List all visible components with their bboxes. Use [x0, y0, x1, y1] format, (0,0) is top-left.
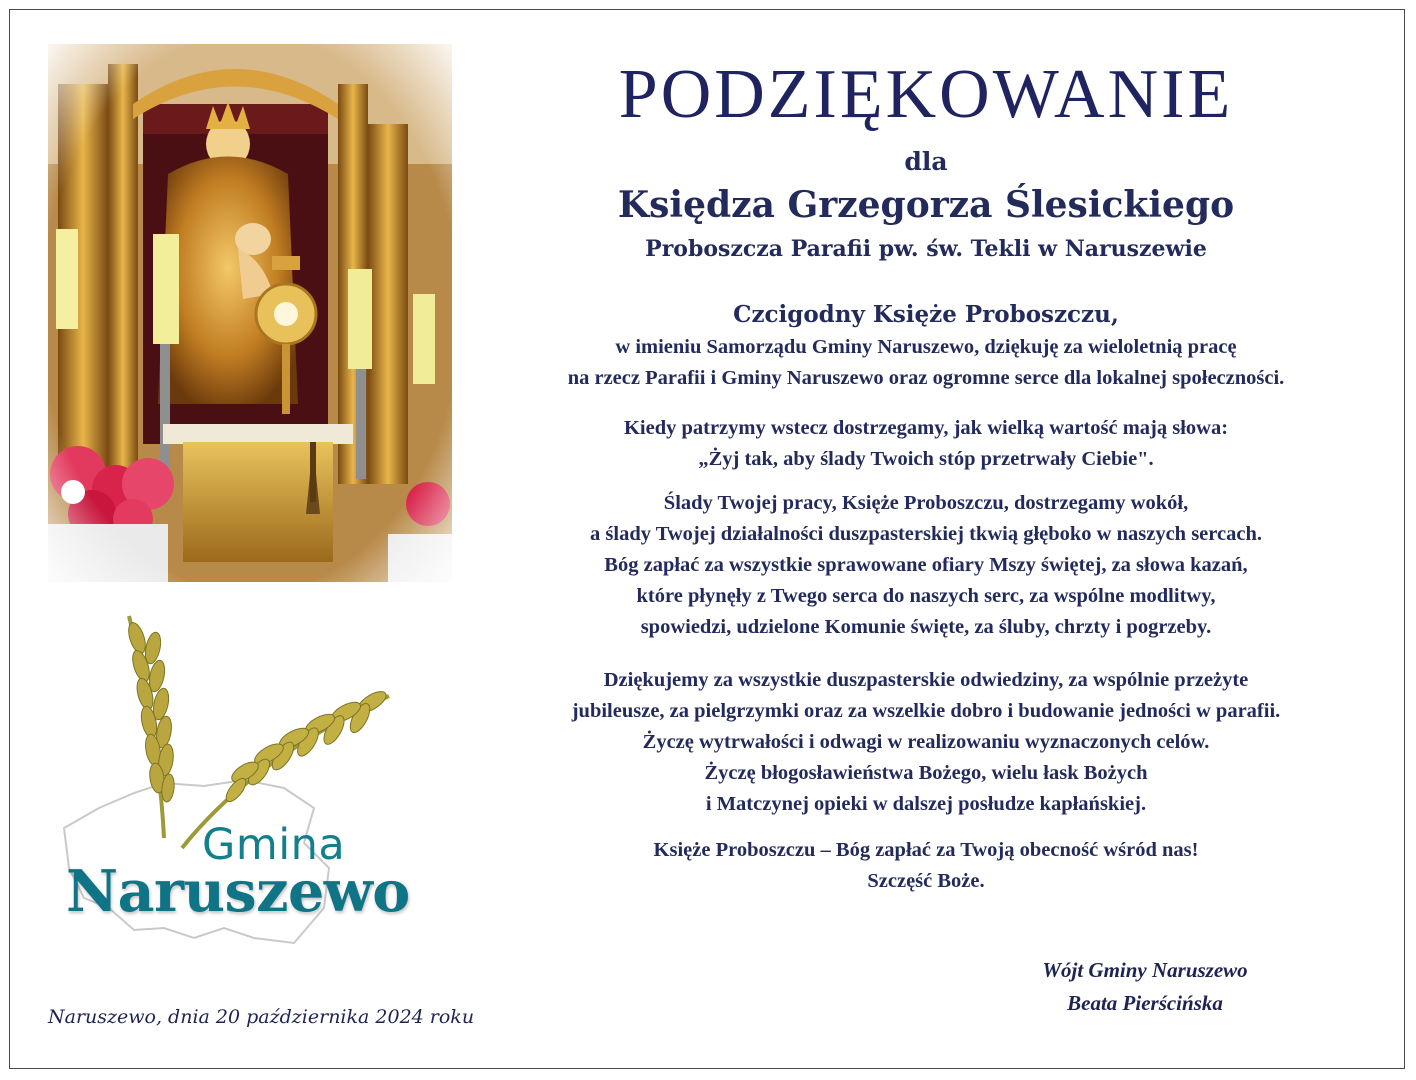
- text-line: Dziękujemy za wszystkie duszpasterskie odwiedziny, za wspólnie przeżyte: [603, 669, 1249, 691]
- page-title: PODZIĘKOWANIE: [618, 56, 1234, 133]
- text-line: które płynęły z Twego serca do naszych serc, za wspólne modlitwy,: [636, 585, 1216, 607]
- text-line: spowiedzi, udzielone Komunie święte, za śluby, chrzty i pogrzeby.: [640, 616, 1212, 638]
- logo-gmina-text: Gmina: [202, 820, 346, 870]
- date-line: Naruszewo, dnia 20 października 2024 roku: [48, 1006, 475, 1028]
- gmina-logo: [54, 608, 434, 958]
- paragraph-2: [476, 413, 1376, 475]
- text-line: Życzę błogosławieństwa Bożego, wielu łask Bożych: [704, 762, 1148, 784]
- text-line: Bóg zapłać za wszystkie sprawowane ofiary Mszy świętej, za słowa kazań,: [604, 554, 1248, 576]
- text-line: Życzę wytrwałości i odwagi w realizowaniu wyznaczonych celów.: [642, 731, 1210, 753]
- text-line: i Matczynej opieki w dalszej posłudze kapłańskiej.: [705, 793, 1147, 815]
- text-line: Księże Proboszczu – Bóg zapłać za Twoją obecność wśród nas!: [653, 839, 1199, 861]
- text-line: w imieniu Samorządu Gminy Naruszewo, dziękuję za wieloletnią pracę: [615, 336, 1237, 358]
- recipient-name: Księdza Grzegorza Ślesickiego: [617, 184, 1235, 226]
- text-line: Szczęść Boże.: [867, 870, 985, 892]
- paragraph-4: [476, 665, 1376, 820]
- text-line: jubileusze, za pielgrzymki oraz za wszelkie dobro i budowanie jedności w parafii.: [571, 700, 1281, 722]
- text-line: na rzecz Parafii i Gminy Naruszewo oraz ogromne serce dla lokalnej społeczności.: [567, 367, 1285, 389]
- altar-photo: [48, 44, 452, 582]
- paragraph-5: [476, 835, 1376, 897]
- text-line: Kiedy patrzymy wstecz dostrzegamy, jak wielką wartość mają słowa:: [623, 417, 1229, 439]
- quote-line: „Żyj tak, aby ślady Twoich stóp przetrwały Ciebie".: [698, 448, 1154, 470]
- greeting: Czcigodny Księże Proboszczu,: [733, 301, 1119, 328]
- dedication-word: dla: [904, 147, 948, 176]
- paragraph-1: [476, 332, 1376, 394]
- recipient-role: Proboszcza Parafii pw. św. Tekli w Naruszewie: [645, 236, 1207, 262]
- signature-block: [980, 954, 1310, 1020]
- text-line: a ślady Twojej działalności duszpasterskiej tkwią głęboko w naszych sercach.: [590, 523, 1262, 545]
- text-line: Ślady Twojej pracy, Księże Proboszczu, dostrzegamy wokół,: [663, 492, 1189, 514]
- logo-naruszewo-text: Naruszewo: [66, 858, 410, 925]
- signature-title: Wójt Gminy Naruszewo: [1042, 958, 1248, 982]
- letter-content: [476, 54, 1376, 897]
- paragraph-3: [476, 488, 1376, 643]
- signature-name: Beata Pierścińska: [1067, 991, 1223, 1015]
